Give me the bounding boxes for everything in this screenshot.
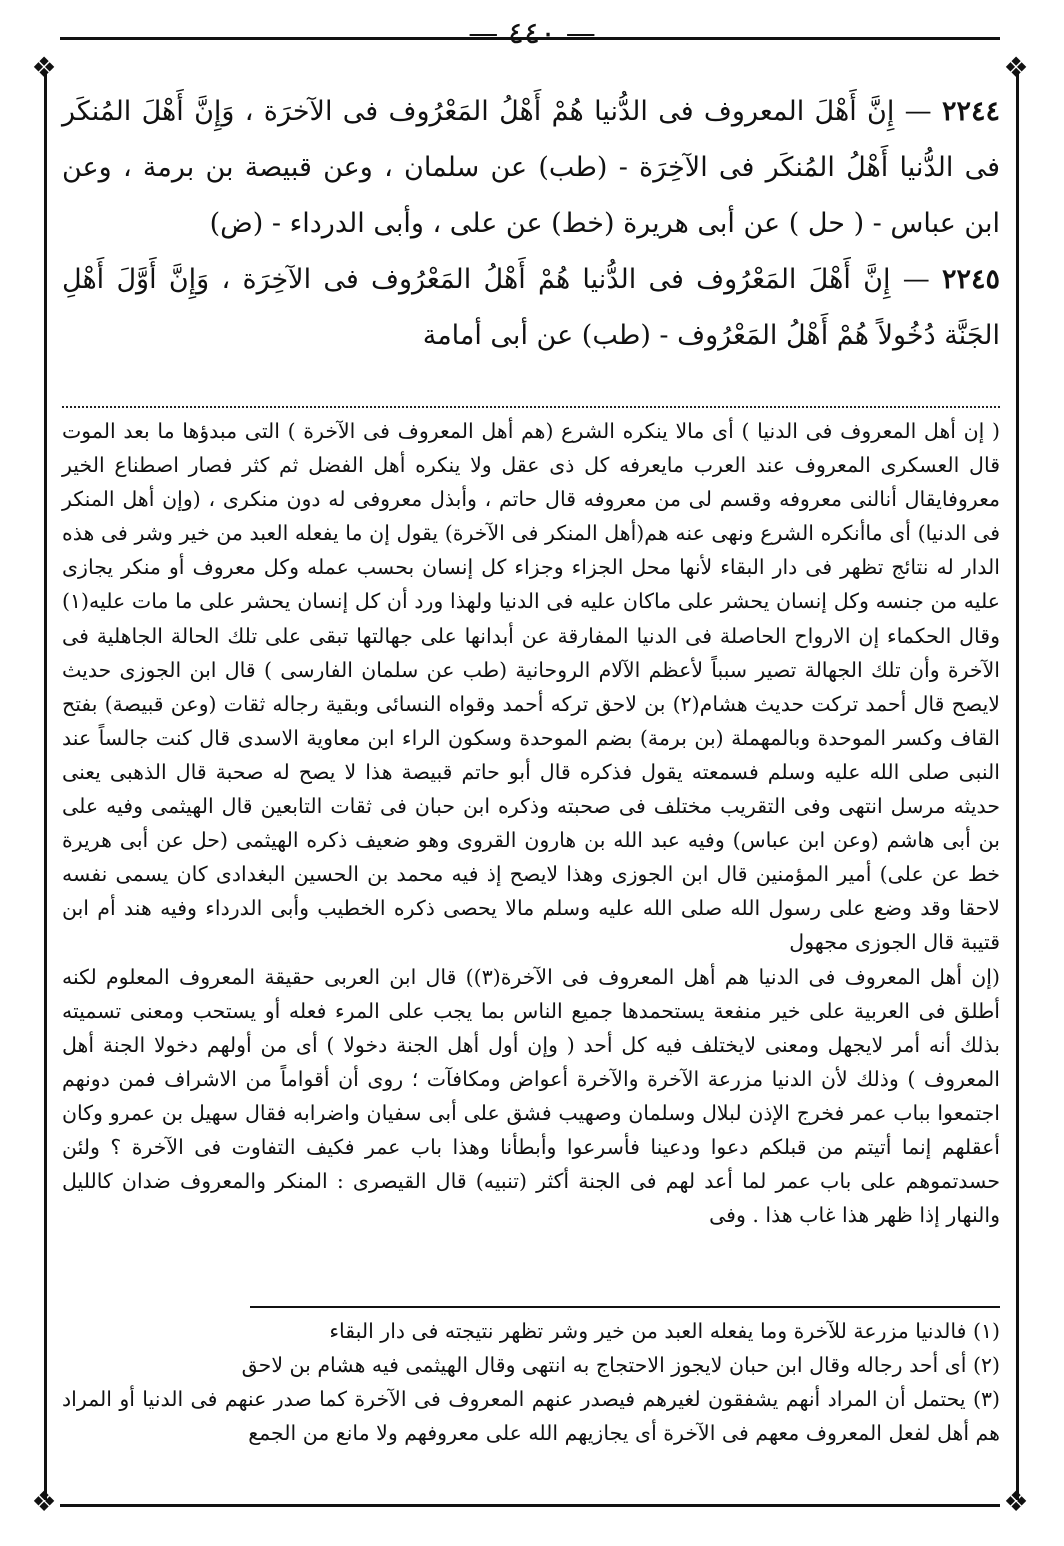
footnotes-section	[62, 1314, 1000, 1450]
hadith-section	[62, 84, 1000, 364]
hadith-number: ٢٢٤٥	[941, 264, 1000, 295]
corner-ornament-icon: ❖	[31, 51, 57, 84]
footnote: (٢) أى أحد رجاله وقال ابن حبان لايجوز الاحتجاج به انتهى وقال الهيثمى فيه هشام بن لاحق	[241, 1353, 1000, 1377]
frame-bottom-border	[60, 1504, 1000, 1507]
footnote: (١) فالدنيا مزرعة للآخرة وما يفعله العبد من خير وشر تظهر نتيجته فى دار البقاء	[329, 1319, 1000, 1343]
footnote: (٣) يحتمل أن المراد أنهم يشفقون لغيرهم فيصدر عنهم المعروف فى الآخرة كما صدر عنهم فى الدنيا أو المراد هم أهل لفعل المعروف معهم فى الآخرة أى يجازيهم الله على معروفهم ولا مانع من الجمع	[62, 1387, 1000, 1445]
hadith-entry	[62, 84, 1000, 252]
hadith-text: — إِنَّ أَهْلَ المعروف فى الدُّنيا هُمْ أَهْلُ المَعْرُوف فى الآخرَة ، وَإِنَّ أَهْلَ المُنكَر فى الدُّنيا أَهْلُ المُنكَر فى الآخِرَة - (طب) عن سلمان ، وعن قبيصة بن برمة ، وعن ابن عباس - ( حل ) عن أبى هريرة (خط) عن على ، وأبى الدرداء - (ض)	[62, 96, 1000, 239]
corner-ornament-icon: ❖	[31, 1485, 57, 1518]
commentary-section	[62, 414, 1000, 1232]
corner-ornament-icon: ❖	[1003, 1485, 1029, 1518]
commentary-paragraph: ( إن أهل المعروف فى الدنيا ) أى مالا ينكره الشرع (هم أهل المعروف فى الآخرة ) التى مبدؤها ما بعد الموت قال العسكرى المعروف عند العرب مايعرفه كل ذى عقل ولا ينكره أهل الفضل ثم كثر فصار اصطناع الخير معروفايقال أنالنى معروفه وقسم لى من معروفه قال حاتم ، وأبذل معروفى له دون منكرى ، (وإن أهل المنكر فى الدنيا) أى ماأنكره الشرع ونهى عنه هم(أهل المنكر فى الآخرة) يقول إن ما يفعله العبد من خير وشر فى هذه الدار له نتائج تظهر فى دار البقاء لأنها محل الجزاء وجزاء كل إنسان بحسب عمله وكل معروف أو منكر يجازى عليه من جنسه وكل إنسان يحشر على ماكان عليه فى الدنيا ولهذا ورد أن كل إنسان يحشر على ما مات عليه(١) وقال الحكماء إن الارواح الحاصلة فى الدنيا المفارقة عن أبدانها على جهالتها تبقى على تلك الحالة الجاهلية فى الآخرة وأن تلك الجهالة تصير سبباً لأعظم الآلام الروحانية (طب عن سلمان الفارسى ) قال ابن الجوزى حديث لايصح قال أحمد تركت حديث هشام(٢) بن لاحق تركه أحمد وقواه النسائى وبقية رجاله ثقات (وعن قبيصة) بفتح القاف وكسر الموحدة وبالمهملة (بن برمة) بضم الموحدة وسكون الراء ابن معاوية الاسدى قال كنت جالساً عند النبى صلى الله عليه وسلم فسمعته يقول فذكره قال أبو حاتم قبيصة هذا لا يصح له صحبة قال الذهبى يعنى حديثه مرسل انتهى وفى التقريب مختلف فى صحبته وذكره ابن حبان فى ثقات التابعين قال الهيثمى وفيه على بن أبى هاشم (وعن ابن عباس) وفيه عبد الله بن هارون القروى وهو ضعيف ذكره الهيثمى (حل عن أبى هريرة خط عن على) أمير المؤمنين قال ابن الجوزى وهذا لايصح إذ فيه محمد بن الحسين البغدادى كان يسمى نفسه لاحقا وقد وضع على رسول الله صلى الله عليه وسلم مالا يحصى ذكره الخطيب وأبى الدرداء وفيه هند أم ابن قتيبة قال الجوزى مجهول	[62, 419, 1000, 955]
hadith-number: ٢٢٤٤	[941, 96, 1000, 127]
corner-ornament-icon: ❖	[1003, 51, 1029, 84]
section-divider	[62, 406, 1000, 408]
frame-left-border	[44, 72, 47, 1500]
frame-top-border	[60, 37, 1000, 40]
commentary-paragraph: (إن أهل المعروف فى الدنيا هم أهل المعروف فى الآخرة(٣)) قال ابن العربى حقيقة المعروف المعلوم لكنه أطلق فى العربية على خير منفعة يستحمدها جميع الناس بما يجب على المرء فعله أو يستحب ومعنى تسميته بذلك أنه أمر لايجهل ومعنى لايختلف فيه كل أحد ( وإن أول أهل الجنة دخولا ) أى من أولهم دخولا الجنة أهل المعروف ) وذلك لأن الدنيا مزرعة الآخرة والآخرة أعواض ومكافآت ؛ روى أن أقواماً من الاشراف فمن دونهم اجتمعوا بباب عمر فخرج الإذن لبلال وسلمان وصهيب فشق على أبى سفيان واضرابه فقال سهيل بن عمرو وكان أعقلهم إنما أتيتم من قبلكم دعوا ودعينا فأسرعوا وأبطأنا وهذا باب عمر فكيف التفاوت فى الآخرة ؟ ولئن حسدتموهم على باب عمر لما أعد لهم فى الجنة أكثر (تنبيه) قال القيصرى : المنكر والمعروف ضدان كالليل والنهار إذا ظهر هذا غاب هذا . وفى	[62, 964, 1000, 1228]
page-number: — ٤٤٠ —	[468, 16, 596, 51]
hadith-text: — إِنَّ أَهْلَ المَعْرُوف فى الدُّنيا هُمْ أَهْلُ المَعْرُوف فى الآخِرَة ، وَإِنَّ أَوَّلَ أَهْلِ الجَنَّة دُخُولاً هُمْ أَهْلُ المَعْرُوف - (طب) عن أبى أمامة	[62, 264, 1000, 351]
hadith-entry	[62, 252, 1000, 364]
frame-right-border	[1016, 72, 1019, 1500]
footnote-rule	[250, 1306, 1000, 1308]
